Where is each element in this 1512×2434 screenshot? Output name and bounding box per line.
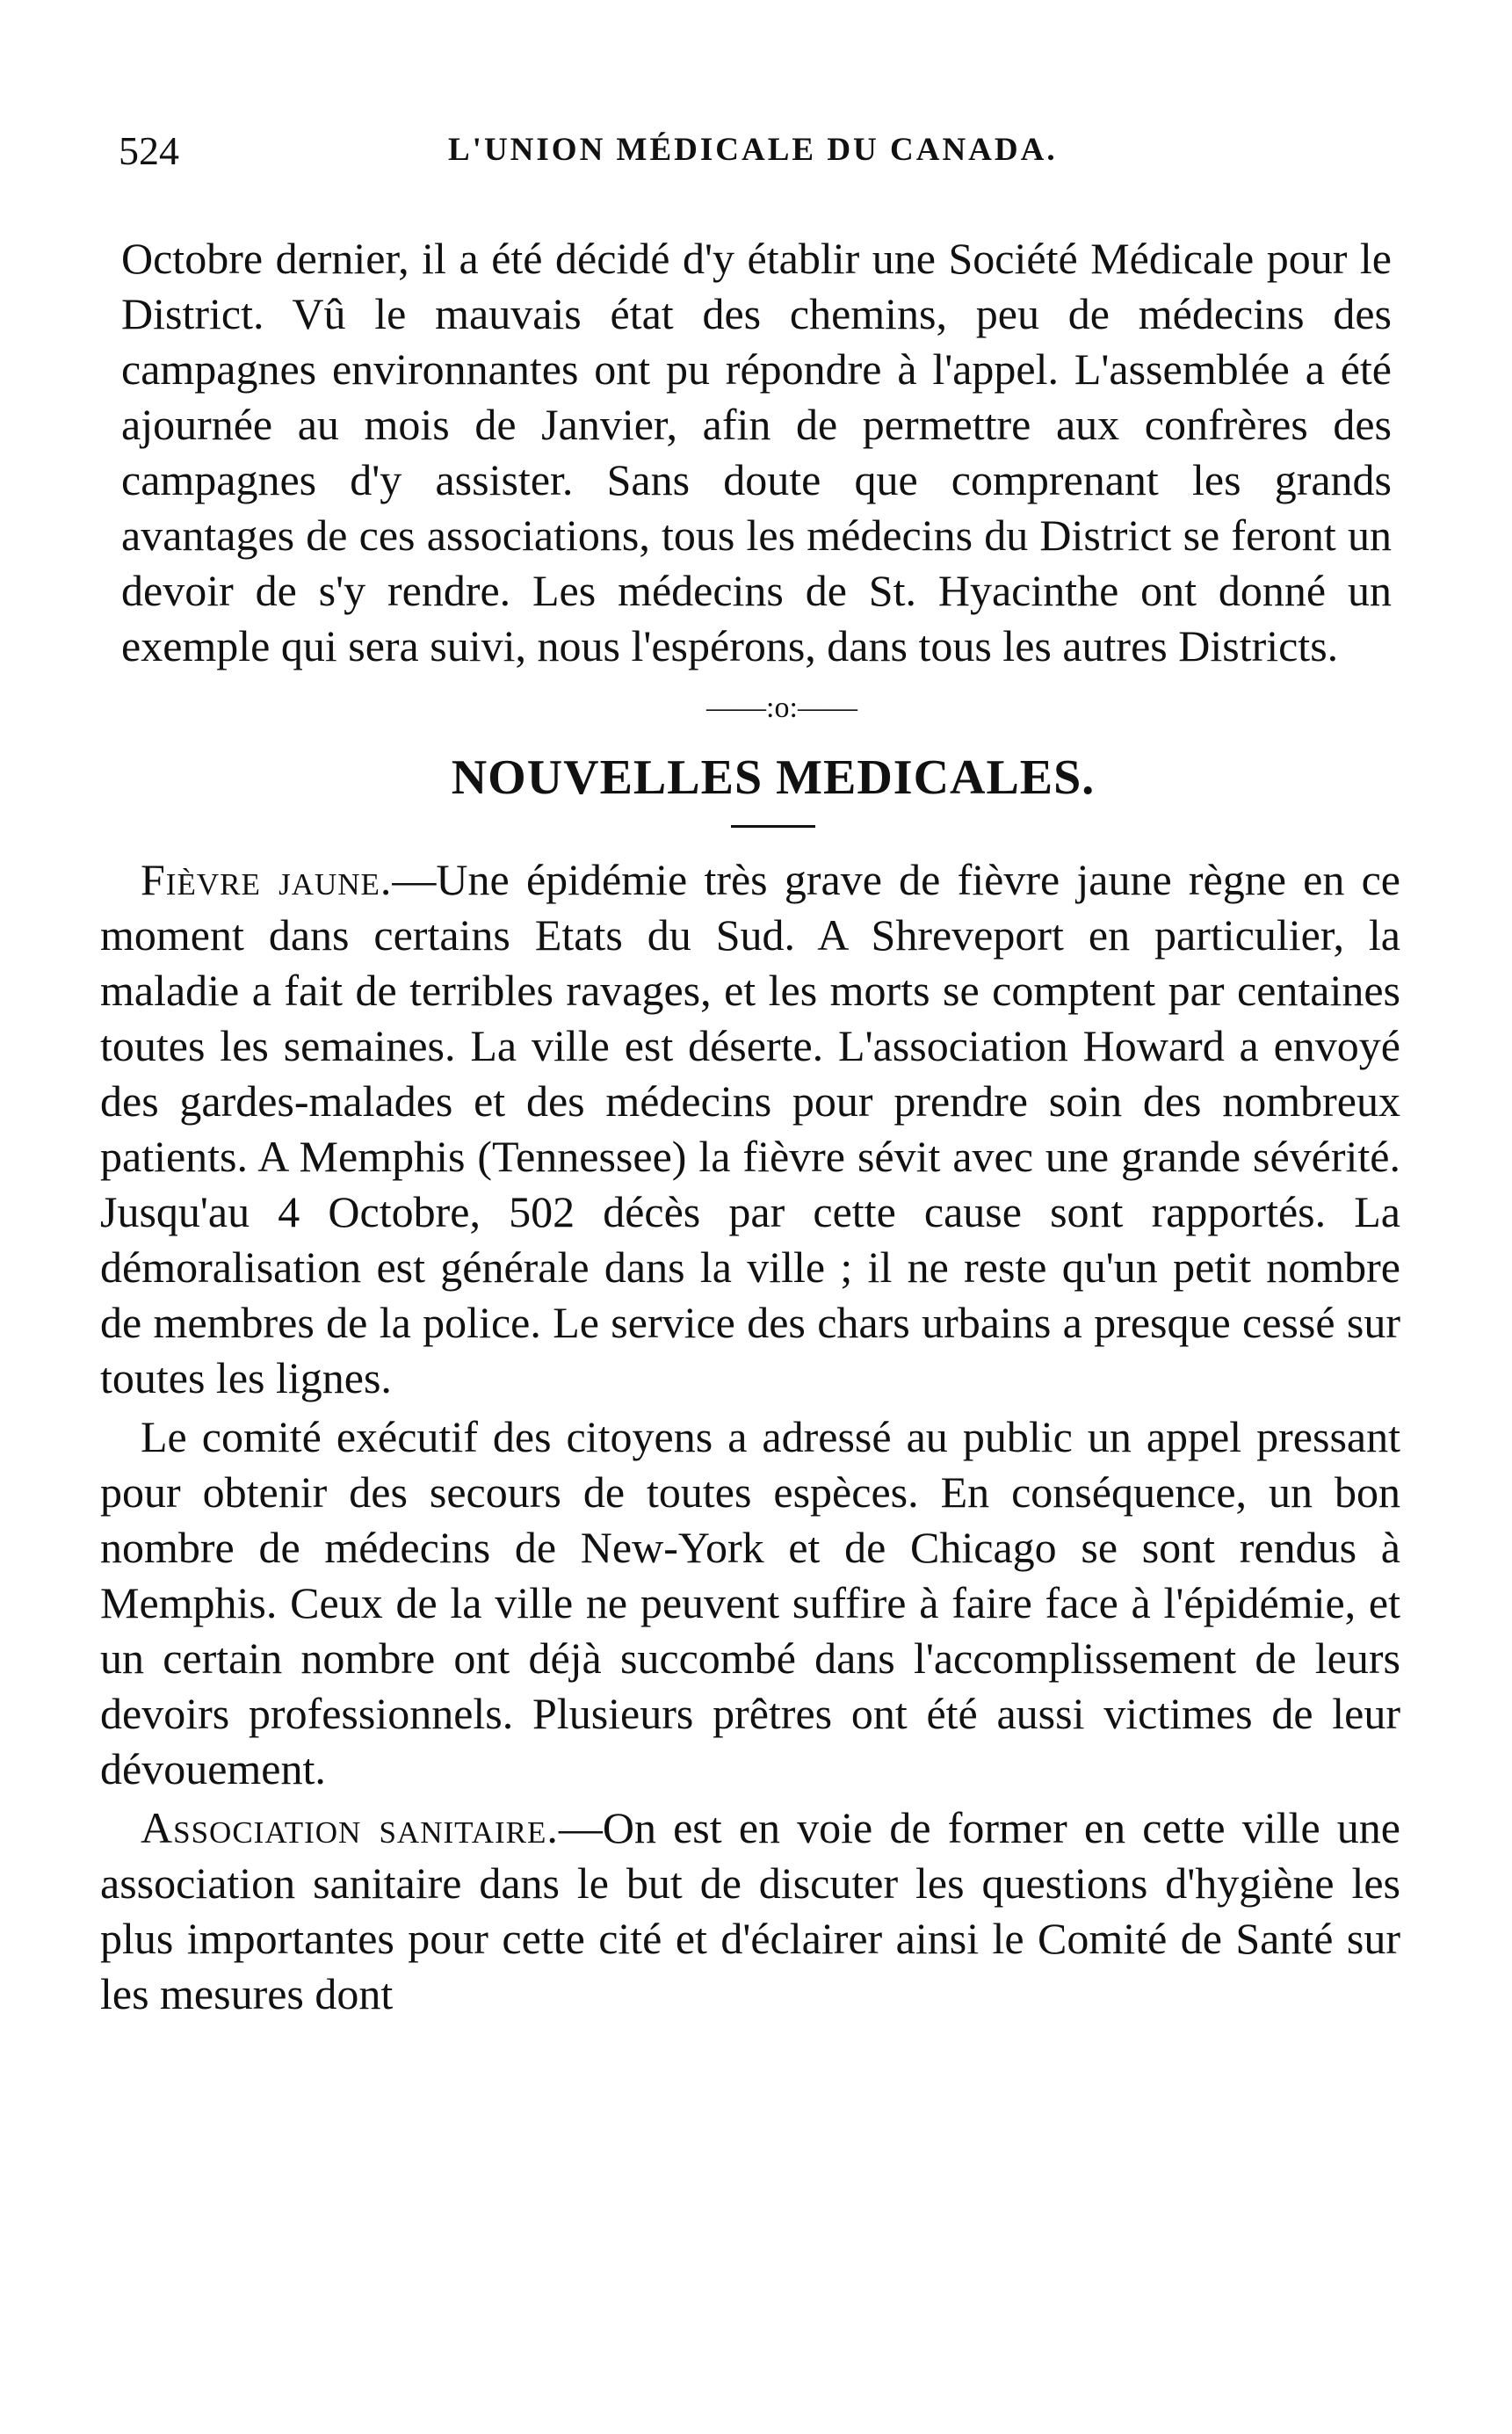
news-item-memphis-appeal — [100, 1409, 1400, 1797]
news-item-sanitary-association — [100, 1800, 1400, 2022]
running-header — [97, 127, 1414, 189]
news-lead-in: Fièvre jaune. — [141, 855, 393, 904]
heading-rule — [731, 825, 815, 828]
section-heading: NOUVELLES MEDICALES. — [451, 750, 1096, 805]
page-number: 524 — [119, 128, 179, 173]
intro-paragraph: Octobre dernier, il a été décidé d'y établir une Société Médicale pour le District. Vû le mauvais état des chemins, peu de médecins des campagnes environnantes ont pu répondre à l'appel. L'assemblée a été ajournée au mois de Janvier, afin de permettre aux confrères des campagnes d'y assister. Sans doute que comprenant les grands avantages de ces associations, tous les médecins du District se feront un devoir de s'y rendre. Les médecins de St. Hyacinthe ont donné un exemple qui sera suivi, nous l'espérons, dans tous les autres Districts. — [121, 234, 1392, 670]
journal-title: L'UNION MÉDICALE DU CANADA. — [448, 132, 1058, 168]
section-divider: ——:o:—— — [706, 692, 857, 724]
news-text: —On est en voie de former en cette ville une association sanitaire dans le but de discuter les questions d'hygiène les plus importantes pour cette cité et d'éclairer ainsi le Comité de Santé sur les mesures dont — [100, 1803, 1400, 2018]
news-item-yellow-fever — [100, 852, 1400, 1406]
document-page — [97, 127, 1414, 2022]
news-lead-in: Association sanitaire. — [141, 1803, 559, 1852]
news-text: —Une épidémie très grave de fièvre jaune règne en ce moment dans certains Etats du Sud. A Shreveport en particulier, la maladie a fait de terribles ravages, et les morts se comptent par centaines toutes les semaines. La ville est déserte. L'association Howard a envoyé des gardes-malades et des médecins pour prendre soin des nombreux patients. A Memphis (Tennessee) la fièvre sévit avec une grande sévérité. Jusqu'au 4 Octobre, 502 décès par cette cause sont rapportés. La démoralisation est générale dans la ville ; il ne reste qu'un petit nombre de membres de la police. Le service des chars urbains a presque cessé sur toutes les lignes. — [100, 855, 1400, 1402]
news-text: Le comité exécutif des citoyens a adressé au public un appel pressant pour obtenir des secours de toutes espèces. En conséquence, un bon nombre de médecins de New-York et de Chicago se sont rendus à Memphis. Ceux de la ville ne peuvent suffire à faire face à l'épidémie, et un certain nombre ont déjà succombé dans l'accomplissement de leurs devoirs professionnels. Plusieurs prêtres ont été aussi victimes de leur dévouement. — [100, 1412, 1400, 1793]
